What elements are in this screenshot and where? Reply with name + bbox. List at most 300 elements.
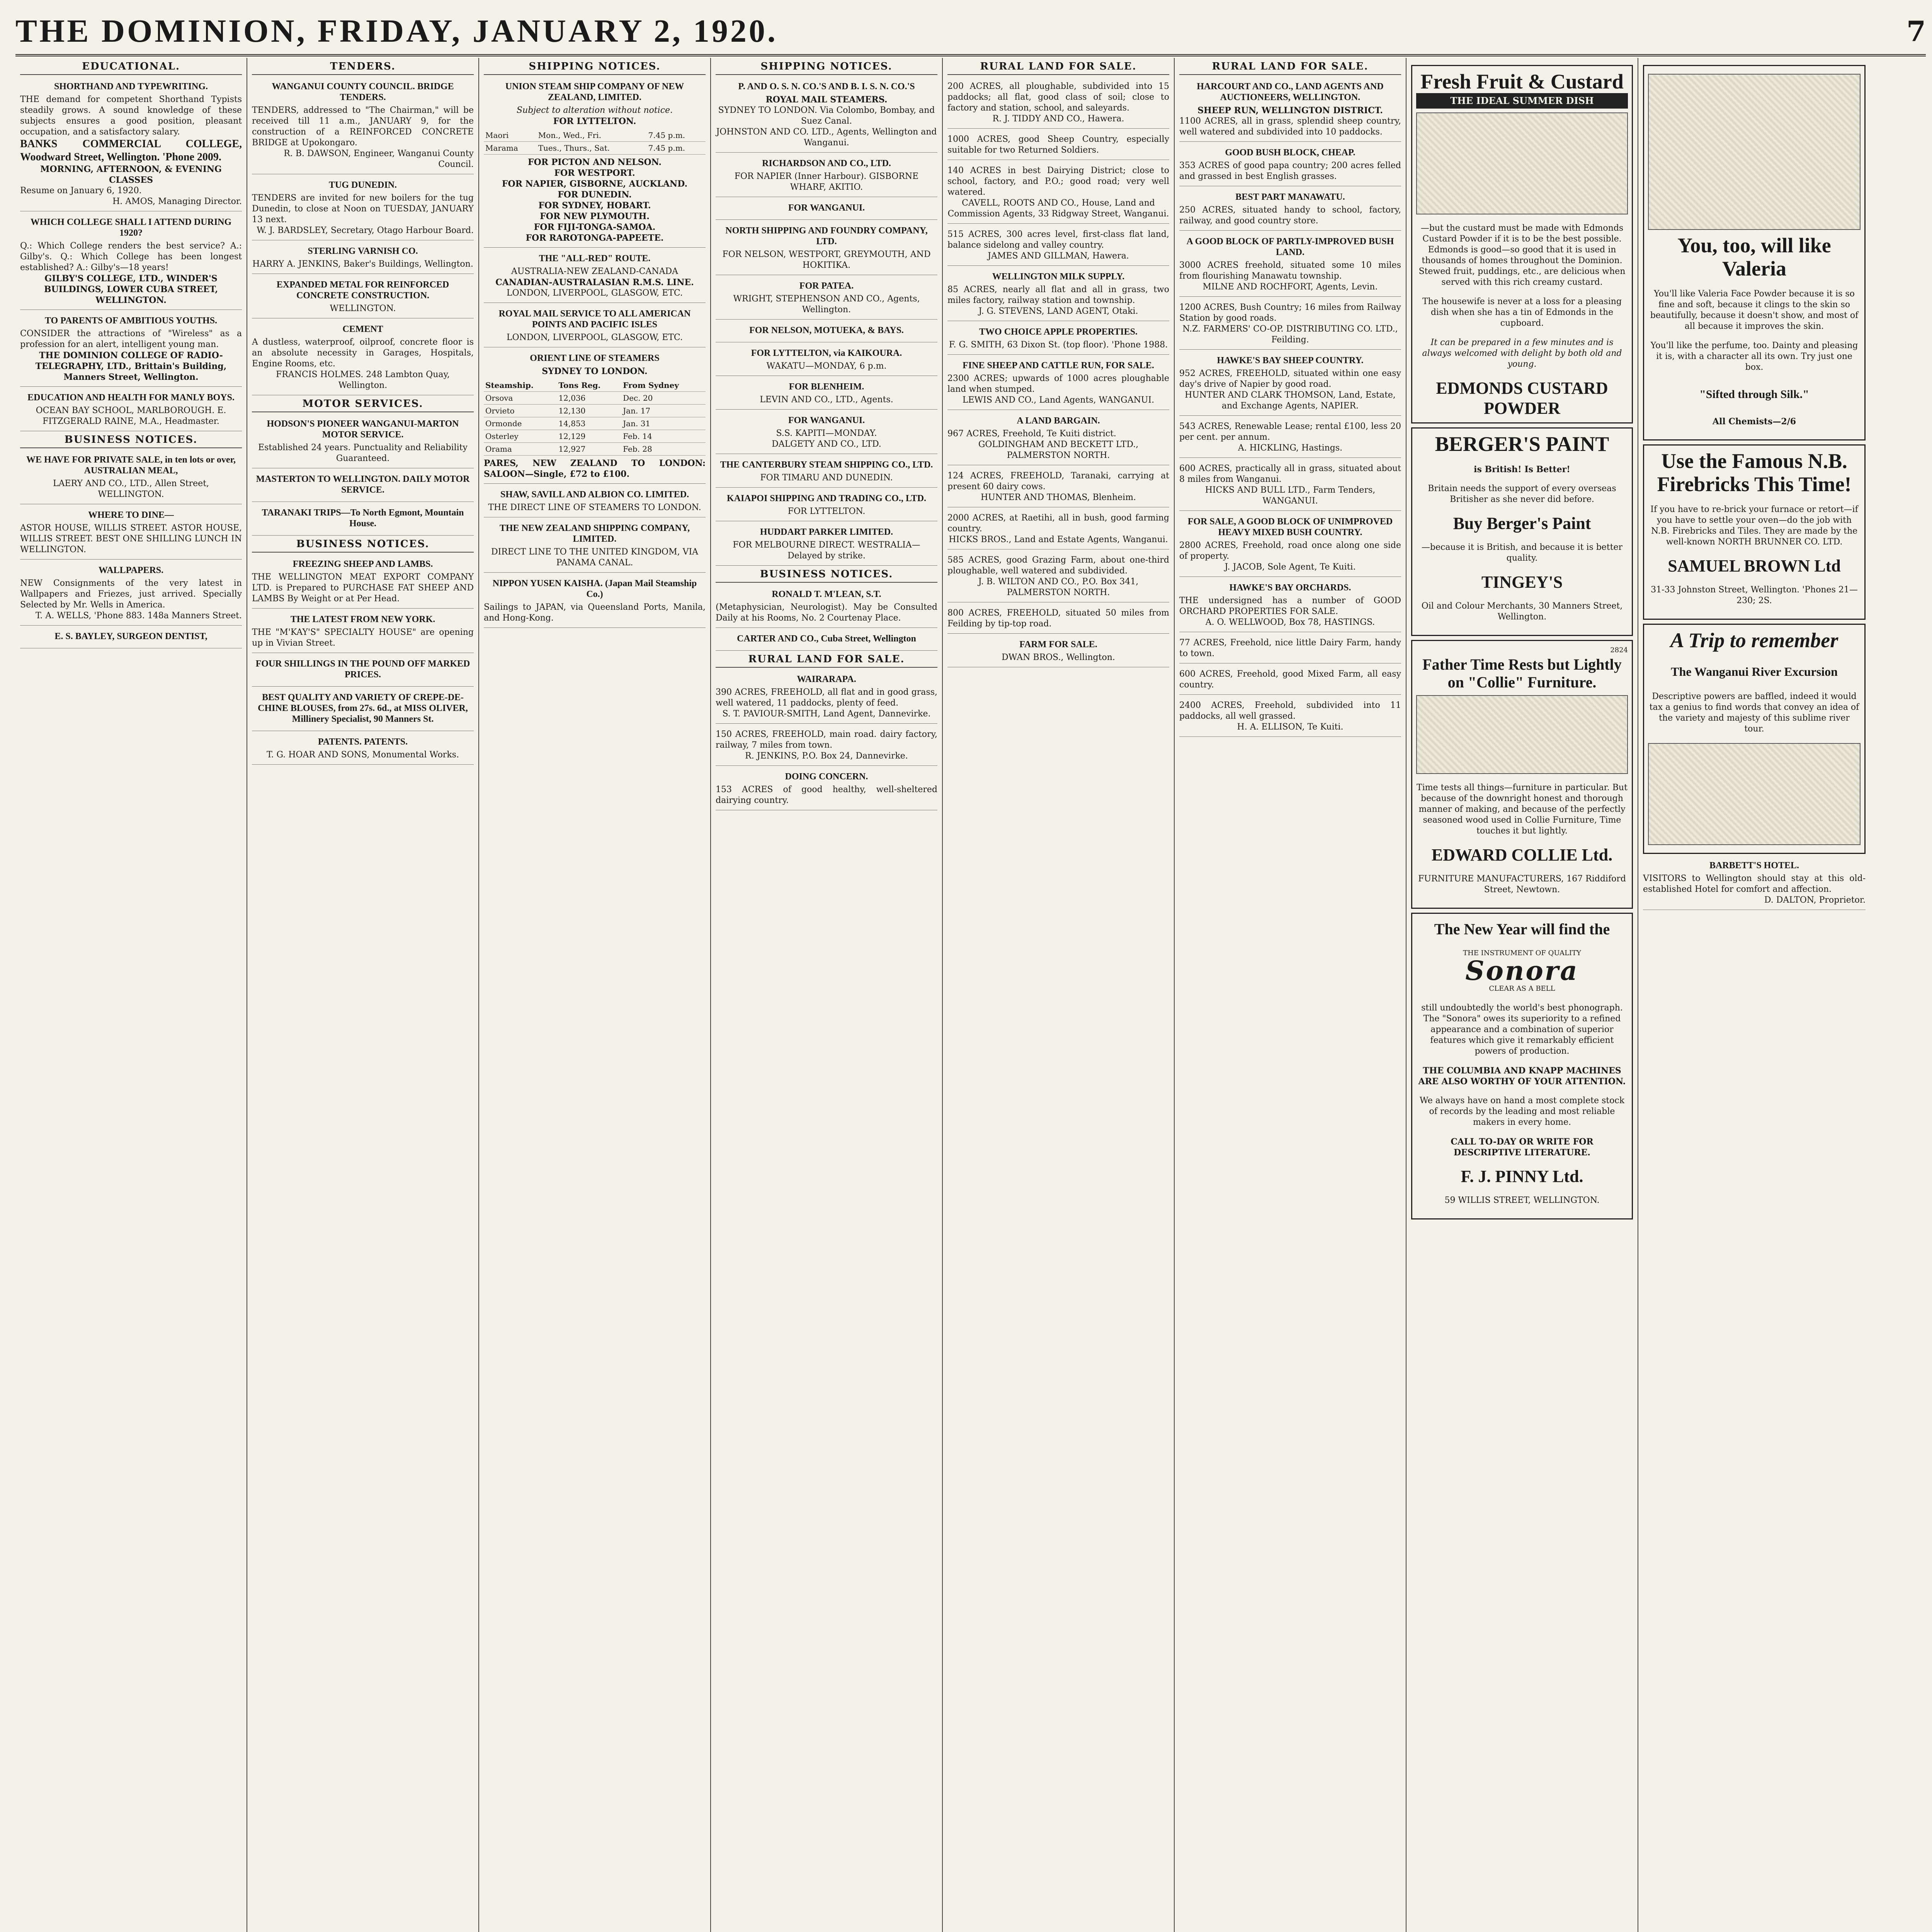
ad-body: We always have on hand a most complete stock of records by the leading and most reliable makers in every home. (1419, 1096, 1625, 1127)
ad-orient-line (484, 350, 706, 484)
ad-title: FOUR SHILLINGS IN THE POUND OFF MARKED PRICES. (255, 659, 470, 680)
ad-515-acres (947, 227, 1169, 266)
ad-sub: FOR TIMARU AND DUNEDIN. (760, 473, 893, 483)
ad-contact: HICKS AND BULL LTD., Farm Tenders, WANGANUI. (1205, 485, 1376, 506)
route-heading: FOR RAROTONGA-PAPEETE. (526, 233, 664, 243)
ad-wanganui-2 (716, 413, 937, 454)
ad-title: MASTERTON TO WELLINGTON. DAILY MOTOR SERVICE. (256, 474, 470, 495)
ad-headline: You, too, will like Valeria (1677, 234, 1831, 280)
ad-title: FOR SALE, A GOOD BLOCK OF UNIMPROVED HEAVY MIXED BUSH COUNTRY. (1187, 517, 1393, 537)
ad-cta: CALL TO-DAY OR WRITE FOR DESCRIPTIVE LITERATURE. (1451, 1137, 1594, 1158)
ad-expanded-metal (252, 277, 474, 318)
ad-body: 515 ACRES, 300 acres level, first-class flat land, balance sidelong and valley country. (947, 230, 1169, 250)
ad-title: RICHARDSON AND CO., LTD. (762, 158, 891, 168)
route-heading: FOR NEW PLYMOUTH. (540, 211, 650, 221)
ad-body: 1100 ACRES, all in grass, splendid sheep country, well watered and subdivided into 10 paddocks. (1179, 116, 1401, 137)
ad-title: BEST QUALITY AND VARIETY OF CREPE-DE-CHINE BLOUSES, from 27s. 6d., at MISS OLIVER, Millinery Specialist, 90 Manners St. (258, 692, 468, 724)
ad-land-bargain (947, 413, 1169, 465)
ad-dealer: SAMUEL BROWN Ltd (1668, 556, 1841, 575)
column-header: From Sydney (621, 379, 706, 392)
ad-harcourt (1179, 79, 1401, 142)
ad-freezing-sheep (252, 556, 474, 609)
ad-title: WHERE TO DINE— (88, 510, 174, 520)
section-heading: BUSINESS NOTICES. (716, 569, 937, 583)
ad-blenheim (716, 379, 937, 410)
ad-sonora (1411, 913, 1633, 1219)
ad-600-acres (1179, 461, 1401, 511)
ad-2000-acres (947, 510, 1169, 549)
route-heading: FOR WESTPORT. (554, 168, 635, 178)
ad-contact: R. J. TIDDY AND CO., Hawera. (992, 114, 1124, 124)
ad-body: VISITORS to Wellington should stay at this old-established Hotel for comfort and affection. (1643, 874, 1866, 894)
table-row (484, 129, 706, 142)
ad-543-acres (1179, 419, 1401, 458)
ad-wallpapers (20, 563, 242, 626)
woman-portrait-icon (1648, 74, 1861, 230)
ad-astor-house (20, 507, 242, 560)
ad-sub: THE DIRECT LINE OF STEAMERS TO LONDON. (488, 503, 701, 512)
ad-body: Q.: Which College renders the best service? A.: Gilby's. Q.: Which College has been longest established? A.: Gilby's—18 years! (20, 241, 242, 272)
ad-contact: HUNTER AND THOMAS, Blenheim. (980, 493, 1136, 502)
ad-body: 2300 ACRES; upwards of 1000 acres ploughable land when stumped. (947, 374, 1169, 394)
section-heading: RURAL LAND FOR SALE. (947, 61, 1169, 75)
ad-headline: Fresh Fruit & Custard (1420, 70, 1624, 93)
ad-body: 124 ACRES, FREEHOLD, Taranaki, carrying at present 60 dairy cows. (947, 471, 1169, 492)
ad-contact: J. G. STEVENS, LAND AGENT, Otaki. (978, 306, 1138, 316)
ad-title: BARBETT'S HOTEL. (1709, 861, 1799, 871)
ad-wairarapa (716, 672, 937, 724)
ad-body: ASTOR HOUSE, WILLIS STREET. ASTOR HOUSE, WILLIS STREET. BEST ONE SHILLING LUNCH IN WELLINGTON. (20, 523, 242, 554)
ad-contact: GOLDINGHAM AND BECKETT LTD., PALMERSTON NORTH. (978, 440, 1139, 460)
ad-wanganui-river (1643, 624, 1866, 854)
ad-orchards (1179, 580, 1401, 632)
river-illustration-icon (1648, 743, 1861, 845)
ad-contact: DALGETY AND CO., LTD. (772, 439, 881, 449)
ad-77-acres (1179, 635, 1401, 663)
ad-title: TWO CHOICE APPLE PROPERTIES. (979, 327, 1138, 337)
ad-body: —because it is British, and because it is better quality. (1421, 543, 1623, 563)
route-heading: FOR PICTON AND NELSON. (527, 157, 662, 167)
ad-tug-dunedin (252, 177, 474, 240)
ad-dealer-sub: Oil and Colour Merchants, 30 Manners Street, Wellington. (1421, 601, 1623, 622)
ad-body: Britain needs the support of every overseas Britisher as she never did before. (1428, 484, 1616, 504)
ad-sub: THE COLUMBIA AND KNAPP MACHINES ARE ALSO WORTHY OF YOUR ATTENTION. (1418, 1066, 1626, 1087)
ad-lyttelton-kaikoura (716, 345, 937, 376)
ad-title: P. AND O. S. N. CO.'S AND B. I. S. N. CO.'S (738, 82, 915, 92)
ad-2400-acres (1179, 698, 1401, 737)
column-educational (15, 58, 247, 1932)
ad-body: 140 ACRES in best Dairying District; close to school, factory, and P.O.; good road; very well watered. (947, 166, 1169, 197)
ad-contact: H. A. ELLISON, Te Kuiti. (1237, 722, 1344, 732)
route-heading: FOR SYDNEY, HOBART. (538, 201, 651, 211)
ad-title: WHICH COLLEGE SHALL I ATTEND DURING 1920? (30, 217, 232, 238)
ad-brand-sub: FURNITURE MANUFACTURERS, 167 Riddiford Street, Newtown. (1418, 874, 1626, 895)
ad-title: WELLINGTON MILK SUPPLY. (992, 272, 1125, 282)
ad-manawatu (1179, 189, 1401, 231)
table-cell: Jan. 31 (621, 417, 706, 430)
ad-body: 952 ACRES, FREEHOLD, situated within one easy day's drive of Napier by good road. (1179, 369, 1401, 389)
ad-p-and-o (716, 79, 937, 153)
ad-nelson-motueka (716, 323, 937, 342)
ad-contact: R. JENKINS, P.O. Box 24, Dannevirke. (745, 751, 908, 761)
ad-title: FOR WANGANUI. (788, 415, 865, 425)
ad-title: PATENTS. PATENTS. (318, 737, 408, 747)
ad-sub: The Wanganui River Excursion (1671, 665, 1838, 679)
ad-tag: "Sifted through Silk." (1699, 388, 1809, 401)
ad-hodson-motor (252, 416, 474, 468)
ad-body: 2800 ACRES, Freehold, road once along one side of property. (1179, 541, 1401, 561)
ad-dealer: TINGEY'S (1481, 573, 1563, 592)
ad-dealer: F. J. PINNY Ltd. (1461, 1167, 1583, 1186)
ad-title: FOR WANGANUI. (788, 203, 865, 213)
ad-title: ORIENT LINE OF STEAMERS (530, 353, 660, 363)
ad-school: GILBY'S COLLEGE, LTD., WINDER'S BUILDINGS, LOWER CUBA STREET, WELLINGTON. (44, 274, 218, 305)
ad-body: 150 ACRES, FREEHOLD, main road. dairy factory, railway, 7 miles from town. (716, 730, 937, 750)
ad-140-acres (947, 163, 1169, 224)
ad-royal-mail (484, 306, 706, 347)
ad-dest: LONDON, LIVERPOOL, GLASGOW, ETC. (507, 333, 683, 342)
ad-caption: It can be prepared in a few minutes and is always welcomed with delight by both old and young. (1422, 338, 1622, 369)
ad-headline: A Trip to remember (1670, 629, 1838, 652)
ad-school: THE DOMINION COLLEGE OF RADIO-TELEGRAPHY, LTD., Brittain's Building, Manners Street, Wellington. (35, 350, 227, 382)
columns (15, 58, 1928, 1932)
ad-headline: BERGER'S PAINT (1435, 432, 1609, 456)
ad-sub: CANADIAN-AUSTRALASIAN R.M.S. LINE. (495, 277, 694, 287)
ad-resume: Resume on January 6, 1920. (20, 186, 142, 196)
ad-contact: MILNE AND ROCHFORT, Agents, Levin. (1202, 282, 1378, 292)
ad-body: 967 ACRES, Freehold, Te Kuiti district. (947, 429, 1116, 439)
table-cell: Orama (484, 443, 557, 456)
ad-sub: SHEEP RUN, WELLINGTON DISTRICT. (1197, 105, 1383, 116)
ad-contact: WRIGHT, STEPHENSON AND CO., Agents, Wellington. (733, 294, 920, 315)
ad-blouses (252, 690, 474, 731)
ad-body: 153 ACRES of good healthy, well-sheltered dairying country. (716, 785, 937, 805)
ad-nz-shipping (484, 520, 706, 573)
column-display-ads-2 (1638, 58, 1870, 1932)
ad-school: OCEAN BAY SCHOOL, MARLBOROUGH. E. FITZGERALD RAINE, M.A., Headmaster. (36, 406, 226, 426)
table-cell: Orvieto (484, 405, 557, 417)
ad-dealer-sub: 31-33 Johnston Street, Wellington. 'Phones 21—230; 2S. (1651, 585, 1858, 605)
ad-barretts-hotel (1643, 858, 1866, 910)
section-heading: BUSINESS NOTICES. (252, 539, 474, 553)
table-row (484, 142, 706, 155)
ad-tag: THE INSTRUMENT OF QUALITY (1463, 949, 1581, 957)
ad-contact: FRANCIS HOLMES. 248 Lambton Quay, Wellington. (276, 370, 450, 390)
ad-title: NIPPON YUSEN KAISHA. (Japan Mail Steamship Co.) (492, 578, 697, 599)
ad-route: SYDNEY TO LONDON. Via Colombo, Bombay, and Suez Canal. (718, 105, 935, 126)
table-row (484, 443, 706, 456)
ad-brand: EDMONDS CUSTARD POWDER (1436, 379, 1608, 418)
ad-sub: AUSTRALIA-NEW ZEALAND-CANADA (511, 267, 678, 276)
ad-title: FOR PATEA. (799, 281, 854, 291)
ad-dentist (20, 629, 242, 648)
ad-apple-properties (947, 324, 1169, 355)
ad-contact: R. B. DAWSON, Engineer, Wanganui County Council. (284, 149, 474, 169)
ad-contact: LEWIS AND CO., Land Agents, WANGANUI. (962, 395, 1155, 405)
ad-body: THE undersigned has a number of GOOD ORCHARD PROPERTIES FOR SALE. (1179, 596, 1401, 616)
ad-body: Time tests all things—furniture in particular. But because of the downright honest and thorough manner of making, and because of the perfectly seasoned wood used in Collie Furniture, Time touches it but lightly. (1417, 783, 1628, 836)
ad-title: UNION STEAM SHIP COMPANY OF NEW ZEALAND, LIMITED. (505, 82, 684, 102)
ad-body: TENDERS are invited for new boilers for the tug Dunedin, to close at Noon on TUESDAY, JANUARY 13 next. (252, 193, 474, 224)
ad-body: If you have to re-brick your furnace or retort—if you have to settle your oven—do the job with N.B. Firebricks and Tiles. They are made by the well-known NORTH BRUNNER CO. LTD. (1650, 505, 1858, 547)
ad-wanganui-bridge (252, 79, 474, 174)
ad-title: FARM FOR SALE. (1019, 639, 1097, 650)
ad-title: TO PARENTS OF AMBITIOUS YOUTHS. (44, 316, 218, 326)
ad-title: NORTH SHIPPING AND FOUNDRY COMPANY, LTD. (725, 226, 928, 247)
ad-body: 600 ACRES, practically all in grass, situated about 8 miles from Wanganui. (1179, 464, 1401, 484)
table-cell: 12,927 (557, 443, 621, 456)
woman-illustration-icon (1416, 112, 1628, 214)
ad-body: 585 ACRES, good Grazing Farm, about one-third ploughable, well watered and subdivided. (947, 555, 1169, 576)
ad-body: 250 ACRES, situated handy to school, factory, railway, and good country store. (1179, 205, 1401, 226)
ad-body: THE demand for competent Shorthand Typists steadily grows. A sound knowledge of these subjects ensures a good position, pleasant occupation, and a satisfactory salary. (20, 95, 242, 137)
ad-sub: is British! Is Better! (1474, 464, 1570, 474)
ad-body: Descriptive powers are baffled, indeed it would tax a genius to find words that convey an idea of the variety and majesty of this sublime river tour. (1649, 692, 1859, 734)
column-header: Steamship. (484, 379, 557, 392)
ad-valeria (1643, 65, 1866, 440)
table-cell: 7.45 p.m. (647, 142, 706, 155)
route-heading: FOR LYTTELTON. (553, 116, 636, 126)
ad-title: FOR NELSON, MOTUEKA, & BAYS. (749, 325, 904, 335)
ad-body: The housewife is never at a loss for a pleasing dish when she has a tin of Edmonds in the cupboard. (1422, 297, 1622, 328)
ad-contact: LAERY AND CO., LTD., Allen Street, WELLINGTON. (53, 479, 209, 499)
ad-body: 2000 ACRES, at Raetihi, all in bush, good farming country. (947, 513, 1169, 534)
ad-headline: The New Year will find the (1434, 920, 1610, 938)
ad-body: You'll like the perfume, too. Dainty and pleasing it is, with a character all its own. Try just one box. (1650, 341, 1858, 372)
column-display-ads-1 (1406, 58, 1638, 1932)
ad-body: 800 ACRES, FREEHOLD, situated 50 miles from Feilding by tip-top road. (947, 608, 1169, 629)
ad-sub: FOR NAPIER (Inner Harbour). GISBORNE WHARF, AKITIO. (734, 172, 919, 192)
route-heading: FOR FIJI-TONGA-SAMOA. (534, 222, 656, 232)
ad-800-acres (947, 605, 1169, 634)
ad-farm-for-sale (947, 637, 1169, 667)
ad-body: still undoubtedly the world's best phonograph. The "Sonora" owes its superiority to a refined appearance and a combination of superior features which give it remarkably efficient powers of production. (1421, 1003, 1623, 1056)
ad-contact: HICKS BROS., Land and Estate Agents, Wanganui. (949, 535, 1168, 544)
ad-title: TARANAKI TRIPS—To North Egmont, Mountain House. (262, 508, 464, 529)
route-heading: FOR NAPIER, GISBORNE, AUCKLAND. (502, 179, 688, 189)
ad-taranaki-trips (252, 505, 474, 536)
ad-sterling-varnish (252, 243, 474, 274)
ad-title: HAWKE'S BAY SHEEP COUNTRY. (1217, 355, 1364, 366)
ad-brand: EDWARD COLLIE Ltd. (1431, 845, 1613, 864)
ad-body: (Metaphysician, Neurologist). May be Consulted Daily at his Rooms, No. 2 Courtenay Place. (716, 602, 937, 623)
table-row (484, 405, 706, 417)
ad-title: DOING CONCERN. (785, 772, 868, 782)
chair-illustration-icon (1416, 695, 1628, 774)
ad-ocean-bay (20, 390, 242, 431)
ad-150-acres (716, 727, 937, 766)
table-cell: 12,036 (557, 392, 621, 405)
ad-title: E. S. BAYLEY, SURGEON DENTIST, (54, 631, 207, 641)
ad-title: HARCOURT AND CO., LAND AGENTS AND AUCTIONEERS, WELLINGTON. (1197, 82, 1384, 102)
ad-wireless (20, 313, 242, 387)
table-cell: 12,129 (557, 430, 621, 443)
ad-sub: S.S. KAPITI—MONDAY. (776, 429, 877, 438)
ad-bergers-paint (1411, 427, 1633, 636)
ad-title: A GOOD BLOCK OF PARTLY-IMPROVED BUSH LAND. (1186, 236, 1394, 257)
ad-collie-furniture (1411, 640, 1633, 909)
ad-contact: DWAN BROS., Wellington. (1002, 653, 1115, 662)
ad-body: You'll like Valeria Face Powder because it is so fine and soft, because it clings to the skin so beautifully, because it doesn't show, and most of all because it improves the skin. (1650, 289, 1859, 331)
table-cell: Jan. 17 (621, 405, 706, 417)
ad-canterbury-steam (716, 457, 937, 488)
ad-contact: LEVIN AND CO., LTD., Agents. (760, 395, 893, 405)
ad-fares: PARES, NEW ZEALAND TO LONDON: SALOON—Single, £72 to £100. (484, 458, 706, 479)
ad-gilbys (20, 214, 242, 310)
table-row (484, 392, 706, 405)
ad-cement (252, 321, 474, 395)
ad-headline: Use the Famous N.B. Firebricks This Time! (1657, 449, 1852, 496)
ad-body: —but the custard must be made with Edmonds Custard Powder if it is to be the best possible. Edmonds is good—so good that it is used in thousands of homes throughout the Dominion. Stewed fruit, puddings, etc., are delicious when served with this rich creamy custard. (1418, 223, 1626, 287)
ad-body: 77 ACRES, Freehold, nice little Dairy Farm, handy to town. (1179, 638, 1401, 658)
ad-sub: FOR LYTTELTON. (787, 507, 866, 516)
ad-hawkes-bay-sheep (1179, 353, 1401, 416)
ad-patea (716, 278, 937, 320)
ad-title: FINE SHEEP AND CATTLE RUN, FOR SALE. (963, 361, 1154, 371)
table-row (484, 430, 706, 443)
ad-contact: CAVELL, ROOTS AND CO., House, Land and Commission Agents, 33 Ridgway Street, Wanganui. (947, 198, 1169, 219)
ad-contact: HUNTER AND CLARK THOMSON, Land, Estate, and Exchange Agents, NAPIER. (1185, 390, 1396, 411)
ad-title: GOOD BUSH BLOCK, CHEAP. (1225, 148, 1355, 158)
ad-body: 600 ACRES, Freehold, good Mixed Farm, all easy country. (1179, 669, 1401, 690)
ad-all-red-route (484, 251, 706, 303)
ad-200-acres (947, 79, 1169, 129)
ad-title: WE HAVE FOR PRIVATE SALE, in ten lots or over, AUSTRALIAN MEAL, (26, 455, 236, 476)
ad-124-acres (947, 468, 1169, 507)
table-cell: Osterley (484, 430, 557, 443)
ad-new-york (252, 612, 474, 653)
ad-contact: T. G. HOAR AND SONS, Monumental Works. (267, 750, 459, 760)
table-cell: Marama (484, 142, 537, 155)
ad-title: WAIRARAPA. (797, 674, 856, 684)
ad-union-steam-ship (484, 79, 706, 248)
section-heading: RURAL LAND FOR SALE. (716, 654, 937, 668)
table-cell: 14,853 (557, 417, 621, 430)
section-heading: RURAL LAND FOR SALE. (1179, 61, 1401, 75)
ad-body: Sailings to JAPAN, via Queensland Ports, Manila, and Hong-Kong. (484, 602, 706, 623)
column-shipping-2 (711, 58, 943, 1932)
ad-dest: LONDON, LIVERPOOL, GLASGOW, ETC. (507, 288, 683, 298)
ad-body: 3000 ACRES freehold, situated some 10 miles from flourishing Manawatu township. (1179, 260, 1401, 281)
ad-body: 1200 ACRES, Bush Country; 16 miles from Railway Station by good roads. (1179, 303, 1401, 323)
ad-585-acres (947, 553, 1169, 602)
table-cell: Maori (484, 129, 537, 142)
ad-nb-firebricks (1643, 444, 1866, 620)
section-heading: SHIPPING NOTICES. (716, 61, 937, 75)
table-row (484, 417, 706, 430)
ad-title: HUDDART PARKER LIMITED. (760, 527, 893, 537)
ad-title: THE LATEST FROM NEW YORK. (290, 614, 435, 624)
ad-cta: Buy Berger's Paint (1453, 514, 1591, 533)
ad-title: THE NEW ZEALAND SHIPPING COMPANY, LIMITED. (499, 523, 690, 544)
ad-richardson (716, 156, 937, 197)
ad-tag: CLEAR AS A BELL (1489, 985, 1555, 993)
ad-contact: HARRY A. JENKINS, Baker's Buildings, Wellington. (252, 259, 473, 269)
ad-contact: H. AMOS, Managing Director. (112, 197, 242, 206)
ad-bush-block (1179, 145, 1401, 186)
ad-sub: WAKATU—MONDAY, 6 p.m. (766, 361, 887, 371)
ad-1000-acres (947, 132, 1169, 160)
ad-nippon-yusen (484, 576, 706, 628)
ad-body: CONSIDER the attractions of "Wireless" as a profession for an alert, intelligent young man. (20, 329, 242, 349)
table-cell: Dec. 20 (621, 392, 706, 405)
ad-mclean (716, 587, 937, 628)
orient-table (484, 379, 706, 456)
ad-carter (716, 631, 937, 651)
ad-price: All Chemists—2/6 (1712, 417, 1796, 427)
ad-body: A dustless, waterproof, oilproof, concrete floor is an absolute necessity in Garages, Hospitals, Engine Rooms, etc. (252, 337, 474, 369)
table-cell: Orsova (484, 392, 557, 405)
ad-hours: MORNING, AFTERNOON, & EVENING CLASSES (40, 164, 222, 185)
ad-body: NEW Consignments of the very latest in Wallpapers and Friezes, just arrived. Specially Selected by Mr. Wells in America. (20, 578, 242, 610)
ad-note: Subject to alteration without notice. (516, 105, 673, 115)
sonora-logo: Sonora (1465, 956, 1579, 986)
ad-north-shipping (716, 223, 937, 275)
ad-title: WALLPAPERS. (98, 565, 164, 575)
ad-600-mixed (1179, 667, 1401, 695)
ad-contact: J. B. WILTON AND CO., P.O. Box 341, PALMERSTON NORTH. (978, 577, 1139, 597)
ad-sub: FOR NELSON, WESTPORT, GREYMOUTH, AND HOKITIKA. (722, 250, 931, 270)
section-heading: SHIPPING NOTICES. (484, 61, 706, 75)
ad-four-shillings (252, 656, 474, 687)
ad-dealer-sub: 59 WILLIS STREET, WELLINGTON. (1444, 1196, 1600, 1205)
table-cell: Feb. 14 (621, 430, 706, 443)
section-heading: BUSINESS NOTICES. (20, 434, 242, 448)
ad-title: THE "ALL-RED" ROUTE. (539, 253, 651, 264)
masthead (15, 8, 1926, 56)
ad-body: 353 ACRES of good papa country; 200 acres felled and grassed in best English grasses. (1179, 161, 1401, 181)
ad-title: SHAW, SAVILL AND ALBION CO. LIMITED. (500, 490, 689, 500)
ad-title: SHORTHAND AND TYPEWRITING. (54, 82, 208, 92)
ad-contact: A. O. WELLWOOD, Box 78, HASTINGS. (1205, 617, 1375, 627)
ad-title: CEMENT (342, 324, 383, 334)
ad-contact: A. HICKLING, Hastings. (1238, 443, 1343, 453)
ad-milk-supply (947, 269, 1169, 321)
ad-edmonds-custard (1411, 65, 1633, 423)
ad-body: 543 ACRES, Renewable Lease; rental £100, less 20 per cent. per annum. (1179, 422, 1401, 442)
ad-sub: DIRECT LINE TO THE UNITED KINGDOM, VIA PANAMA CANAL. (491, 547, 699, 568)
ad-contact: S. T. PAVIOUR-SMITH, Land Agent, Dannevirke. (722, 709, 931, 719)
ad-masterton-motor (252, 471, 474, 502)
ad-contact: JAMES AND GILLMAN, Hawera. (988, 251, 1129, 261)
ad-code: 2824 (1610, 646, 1628, 654)
ad-headline: Father Time Rests but Lightly on "Collie" Furniture. (1422, 656, 1622, 691)
ad-body: THE "M'KAY'S" SPECIALTY HOUSE" are opening up in Vivian Street. (252, 628, 474, 648)
lyttelton-table (484, 129, 706, 155)
ad-body: 85 ACRES, nearly all flat and all in grass, two miles factory, railway station and township. (947, 285, 1169, 305)
ad-title: STERLING VARNISH CO. (308, 246, 418, 256)
ad-body: 2400 ACRES, Freehold, subdivided into 11 paddocks, all well grassed. (1179, 701, 1401, 721)
section-heading: EDUCATIONAL. (20, 61, 242, 75)
ad-wanganui-1 (716, 200, 937, 220)
ad-contact: D. DALTON, Proprietor. (1764, 895, 1866, 905)
ad-title: KAIAPOI SHIPPING AND TRADING CO., LTD. (726, 493, 927, 503)
ad-title: FREEZING SHEEP AND LAMBS. (293, 559, 433, 569)
ad-heavy-bush (1179, 514, 1401, 577)
ad-school: BANKS COMMERCIAL COLLEGE, Woodward Street, Wellington. 'Phone 2009. (20, 138, 242, 163)
ad-title: FOR LYTTELTON, via KAIKOURA. (751, 348, 902, 358)
ad-title: A LAND BARGAIN. (1017, 416, 1100, 426)
ad-title: HODSON'S PIONEER WANGANUI-MARTON MOTOR SERVICE. (267, 419, 459, 440)
column-rural-land-1 (943, 58, 1175, 1932)
ad-title: EDUCATION AND HEALTH FOR MANLY BOYS. (27, 393, 235, 403)
ad-title: BEST PART MANAWATU. (1235, 192, 1345, 202)
ad-australian-meal (20, 452, 242, 504)
page-number: 7 (1906, 14, 1926, 48)
ad-body: 1000 ACRES, good Sheep Country, especially suitable for two Returned Soldiers. (947, 134, 1169, 155)
ad-sheep-cattle-run (947, 358, 1169, 410)
column-shipping-1 (479, 58, 711, 1932)
